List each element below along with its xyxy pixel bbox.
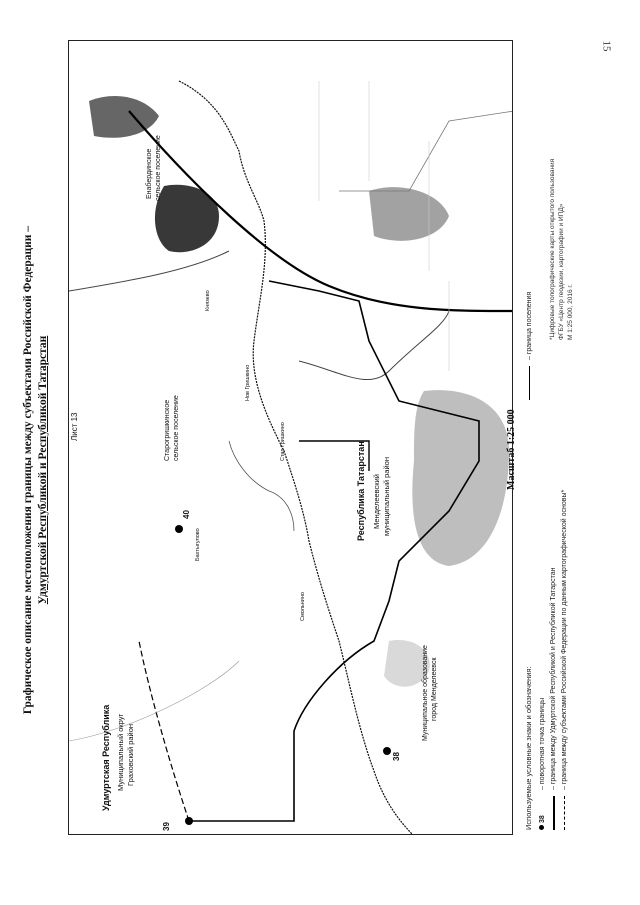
village-label: Бахтыгулово xyxy=(195,528,201,561)
thin-line-icon xyxy=(526,366,533,400)
region-tatarstan-district-1: Менделеевский xyxy=(372,474,381,529)
village-label: Стар Гришкино xyxy=(280,422,286,461)
map-sheet xyxy=(68,40,513,835)
village-label: Нов Гришкино xyxy=(245,364,251,401)
region-udmurtia-district-1: Муниципальный округ xyxy=(116,713,125,791)
page-title xyxy=(21,90,51,850)
footnote-line-2: ФГБУ «Центр геодезии, картографии и ИПД» xyxy=(558,203,565,340)
settlement-mid-2: сельское поселение xyxy=(173,395,180,461)
page-number: 15 xyxy=(600,40,613,52)
settlement-east-2: сельское поселение xyxy=(155,135,162,201)
region-udmurtia: Удмуртская Республика xyxy=(101,704,111,811)
boundary-point-39 xyxy=(185,817,193,825)
settlement-grey-1 xyxy=(369,187,449,241)
scale-label: Масштаб 1:25 000 xyxy=(506,409,517,490)
town-label-2: город Менделеевск xyxy=(431,657,438,721)
point-dot-icon xyxy=(539,825,544,830)
legend xyxy=(524,490,570,830)
legend-point-text: – поворотная точка границы xyxy=(539,697,546,790)
legend-settlement-border xyxy=(524,292,535,400)
settlement-dark-1 xyxy=(155,185,219,252)
boundary-point-38 xyxy=(383,747,391,755)
legend-area xyxy=(520,40,600,840)
settlement-border-1 xyxy=(69,661,239,741)
page-title-area xyxy=(0,0,72,905)
region-tatarstan-district-2: муниципальный район xyxy=(382,457,391,536)
town-label-1: Муниципальное образование xyxy=(422,645,429,741)
road-secondary-3 xyxy=(339,111,513,191)
legend-settlement-border-text: – граница поселения xyxy=(526,291,533,360)
settlement-east-1: Енабердинское xyxy=(146,148,153,199)
legend-row-dashed xyxy=(559,490,570,830)
region-tatarstan: Республика Татарстан xyxy=(356,441,366,541)
title-line-2: Удмуртской Республикой и Республикой Татарстан xyxy=(37,335,49,605)
boundary-point-40 xyxy=(175,525,183,533)
dashed-line-icon xyxy=(561,796,568,830)
legend-dashed-text: – граница между субъектами Российской Федерации по данным картографической основы* xyxy=(561,489,568,790)
point-label-38: 38 xyxy=(392,752,401,761)
legend-row-point xyxy=(537,490,548,830)
border-cartographic-basis xyxy=(139,641,189,821)
settlement-dark-2 xyxy=(89,96,159,138)
road-secondary-1 xyxy=(69,251,229,291)
legend-border-text: – граница между Удмуртской Республикой и Республикой Татарстан xyxy=(550,567,557,790)
legend-title: Используемые условные знаки и обозначения: xyxy=(524,666,533,830)
settlement-mid-1: Старогришкинское xyxy=(164,399,171,461)
village-label: Князево xyxy=(205,290,211,311)
sheet-label: Лист 13 xyxy=(70,412,79,441)
legend-point-symbol: 38 xyxy=(539,796,546,830)
title-line-1: Графическое описание местоположения границы между субъектами Российской Федерации – xyxy=(22,225,34,715)
region-udmurtia-district-2: Граховский район xyxy=(126,723,135,786)
point-label-40: 40 xyxy=(182,510,191,519)
legend-row-border xyxy=(548,490,559,830)
footnote-line-1: *Цифровые топографические карты открытого пользования xyxy=(549,158,556,340)
solid-line-icon xyxy=(550,796,557,830)
point-label-39: 39 xyxy=(162,822,171,831)
footnote-line-3: М 1:25 000, 2016 г. xyxy=(567,284,574,340)
village-label: Смольнино xyxy=(300,592,306,621)
map-drawing xyxy=(69,41,513,835)
footnote xyxy=(548,159,575,340)
road-secondary-2 xyxy=(299,311,449,380)
